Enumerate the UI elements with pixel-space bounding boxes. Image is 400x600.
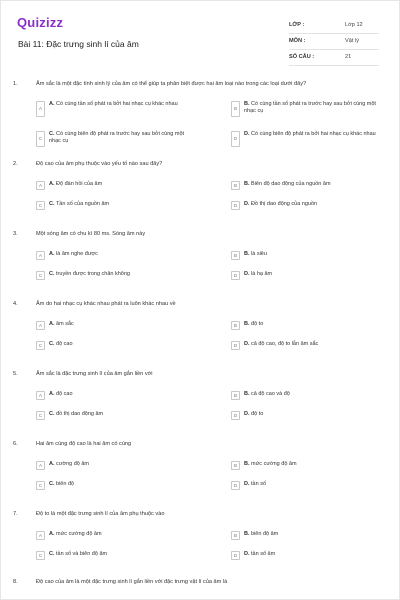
option-text (244, 481, 384, 488)
question-number: 6. (13, 441, 18, 447)
option-prefix: D. (244, 481, 250, 487)
option-body: Tần số của nguồn âm (55, 201, 110, 207)
option-letter-box: B (231, 251, 240, 260)
option-prefix: D. (244, 551, 250, 557)
option-letter-box: D (231, 551, 240, 560)
option-text (49, 181, 189, 188)
option-prefix: D. (244, 271, 250, 277)
option-letter-box: D (231, 481, 240, 490)
option-prefix: D. (244, 131, 250, 137)
option-letter-box: C (36, 551, 45, 560)
question-header (13, 231, 387, 245)
question-text: Hai âm cùng độ cao là hai âm có cùng (36, 441, 132, 447)
option-body: biên độ âm (251, 531, 279, 537)
option-text (244, 101, 384, 115)
option-text (244, 341, 384, 348)
question-block (13, 161, 387, 208)
meta-label: SỐ CÂU : (289, 54, 315, 60)
option-prefix: B. (244, 321, 250, 327)
question-header (13, 81, 387, 95)
option-body: độ to (251, 411, 264, 417)
option-body: biên độ (56, 481, 75, 487)
question-block (13, 511, 387, 558)
option-prefix: A. (49, 321, 55, 327)
option-letter-box: C (36, 341, 45, 350)
option-body: Độ đàn hồi của âm (56, 181, 103, 187)
question-number: 5. (13, 371, 18, 377)
question-number: 2. (13, 161, 18, 167)
option-prefix: A. (49, 531, 55, 537)
question-text: Âm do hai nhạc cụ khác nhau phát ra luôn khác nhau về (36, 301, 176, 307)
option-text (49, 251, 189, 258)
option-prefix: C. (49, 481, 55, 487)
option-letter-box: A (36, 531, 45, 540)
option-text (49, 271, 189, 278)
option-body: độ cao (56, 341, 73, 347)
question-text: Độ to là một đặc trưng sinh lí của âm phụ thuộc vào (36, 511, 165, 517)
option-body: là siêu (251, 251, 267, 257)
option-prefix: B. (244, 461, 250, 467)
option-prefix: A. (49, 101, 55, 107)
option-letter-box: D (231, 201, 240, 210)
option-text (49, 201, 189, 208)
option-letter-box: D (231, 411, 240, 420)
option-body: độ cao (56, 391, 73, 397)
question-block (13, 579, 387, 593)
option-prefix: B. (244, 531, 250, 537)
option-prefix: C. (49, 131, 55, 137)
meta-row-class (289, 18, 379, 34)
question-header (13, 371, 387, 385)
option-letter-box: D (231, 271, 240, 280)
option-prefix: C. (49, 201, 55, 207)
worksheet-header (11, 9, 389, 63)
option-prefix: C. (49, 411, 55, 417)
option-text (49, 551, 189, 558)
meta-value: 21 (345, 54, 352, 60)
option-body: đồ thị dao động âm (56, 411, 104, 417)
option-text (49, 321, 189, 328)
option-letter-box: D (231, 341, 240, 350)
option-text (49, 411, 189, 418)
option-text (49, 101, 189, 108)
question-header (13, 161, 387, 175)
option-body: Có cùng tần số phát ra trước hay sau bởi cùng một nhạc cụ (244, 101, 376, 114)
option-letter-box: D (231, 131, 240, 147)
question-text: Một sóng âm có chu kì 80 ms. Sóng âm này (36, 231, 146, 237)
option-letter-box: A (36, 461, 45, 470)
option-prefix: A. (49, 461, 55, 467)
option-prefix: C. (49, 551, 55, 557)
question-block (13, 231, 387, 278)
option-prefix: D. (244, 411, 250, 417)
option-body: tần số và biên độ âm (56, 551, 108, 557)
option-prefix: C. (49, 271, 55, 277)
option-body: cường độ âm (56, 461, 90, 467)
option-text (49, 531, 189, 538)
option-prefix: A. (49, 391, 55, 397)
question-number: 4. (13, 301, 18, 307)
option-body: mức cường độ âm (56, 531, 102, 537)
question-text: Âm sắc là một đặc tính sinh lý của âm có thể giúp ta phân biệt được hai âm loại nào trong các loại dưới đây? (36, 81, 307, 87)
option-letter-box: A (36, 181, 45, 190)
worksheet-title: Bài 11: Đặc trưng sinh lí của âm (18, 39, 139, 49)
option-body: là hạ âm (251, 271, 273, 277)
option-body: truyền được trong chân không (56, 271, 130, 277)
question-block (13, 301, 387, 348)
option-body: Đồ thị dao động của nguồn (251, 201, 318, 207)
option-letter-box: A (36, 251, 45, 260)
meta-label: MÔN : (289, 38, 306, 44)
option-body: cả độ cao và độ (251, 391, 290, 397)
option-text (244, 251, 384, 258)
question-header (13, 579, 387, 593)
option-text (244, 321, 384, 328)
option-body: Có cùng biên độ phát ra bởi hai nhạc cụ khác nhau (251, 131, 376, 137)
option-body: cả độ cao, độ to lẫn âm sắc (251, 341, 319, 347)
question-number: 3. (13, 231, 18, 237)
option-text (49, 481, 189, 488)
question-header (13, 301, 387, 315)
option-prefix: C. (49, 341, 55, 347)
question-text: Âm sắc là đặc trưng sinh lí của âm gắn liền với (36, 371, 153, 377)
option-text (244, 531, 384, 538)
option-text (49, 461, 189, 468)
option-text (49, 131, 189, 145)
option-prefix: B. (244, 101, 250, 107)
question-block (13, 81, 387, 144)
option-text (49, 341, 189, 348)
meta-label: LỚP : (289, 22, 305, 28)
option-letter-box: C (36, 131, 45, 147)
option-prefix: A. (49, 181, 55, 187)
question-header (13, 511, 387, 525)
option-body: tần số (251, 481, 267, 487)
option-letter-box: A (36, 391, 45, 400)
option-text (244, 461, 384, 468)
question-number: 8. (13, 579, 18, 585)
option-body: là âm nghe được (56, 251, 98, 257)
option-body: độ to (251, 321, 264, 327)
option-prefix: B. (244, 181, 250, 187)
meta-row-subject (289, 34, 379, 50)
meta-value: Vật lý (345, 38, 359, 44)
option-prefix: D. (244, 201, 250, 207)
option-text (49, 391, 189, 398)
question-header (13, 441, 387, 455)
option-body: tần số âm (251, 551, 276, 557)
option-text (244, 201, 384, 208)
option-prefix: A. (49, 251, 55, 257)
meta-table (289, 18, 379, 66)
question-block (13, 371, 387, 418)
option-prefix: B. (244, 251, 250, 257)
option-letter-box: C (36, 481, 45, 490)
question-number: 1. (13, 81, 18, 87)
option-letter-box: C (36, 201, 45, 210)
option-letter-box: C (36, 411, 45, 420)
meta-value: Lớp 12 (345, 22, 363, 28)
option-text (244, 391, 384, 398)
quizizz-logo: Quizizz (17, 15, 64, 30)
option-letter-box: C (36, 271, 45, 280)
option-prefix: D. (244, 341, 250, 347)
question-block (13, 441, 387, 488)
meta-row-question-count (289, 50, 379, 66)
option-body: Có cùng biên độ phát ra trước hay sau bởi cùng một nhạc cụ (49, 131, 185, 144)
question-text: Độ cao của âm là một đặc trưng sinh lí gắn liền với đặc trưng vật lí của âm là (36, 579, 228, 585)
option-body: Có cùng tần số phát ra bởi hai nhạc cụ khác nhau (56, 101, 178, 107)
option-letter-box: B (231, 181, 240, 190)
option-body: âm sắc (56, 321, 74, 327)
option-body: mức cường độ âm (251, 461, 297, 467)
option-letter-box: A (36, 321, 45, 330)
option-letter-box: B (231, 531, 240, 540)
option-text (244, 551, 384, 558)
option-letter-box: B (231, 101, 240, 117)
option-body: Biên độ dao động của nguồn âm (251, 181, 331, 187)
option-text (244, 131, 384, 138)
option-letter-box: B (231, 321, 240, 330)
question-text: Độ cao của âm phụ thuộc vào yếu tố nào sau đây? (36, 161, 163, 167)
option-letter-box: A (36, 101, 45, 117)
option-text (244, 411, 384, 418)
option-letter-box: B (231, 461, 240, 470)
question-number: 7. (13, 511, 18, 517)
option-text (244, 181, 384, 188)
option-prefix: B. (244, 391, 250, 397)
option-text (244, 271, 384, 278)
option-letter-box: B (231, 391, 240, 400)
